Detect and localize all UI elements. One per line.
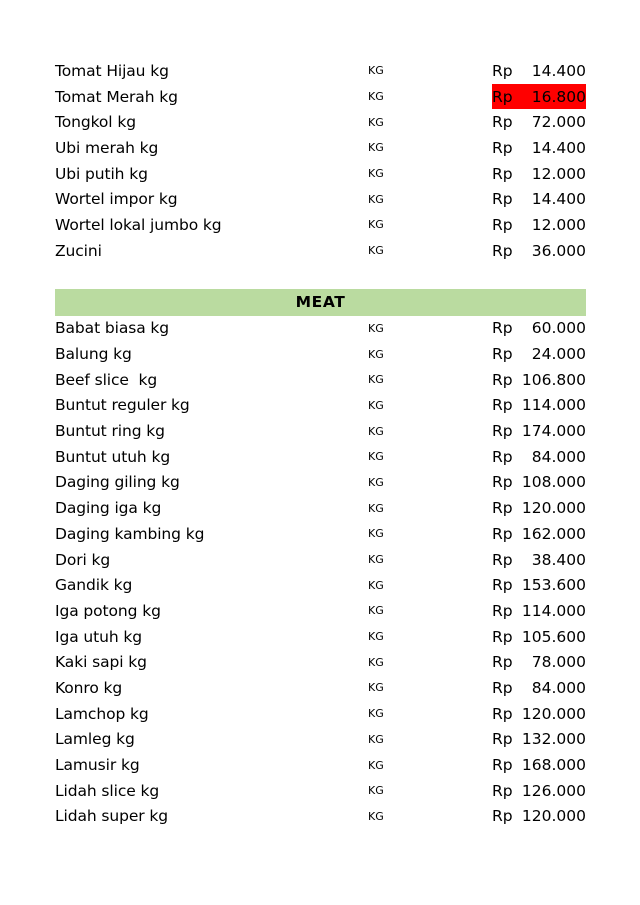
currency-label: Rp (492, 704, 513, 723)
item-price: 24.000 (531, 345, 586, 364)
price-row (55, 58, 586, 84)
section-header-row (55, 289, 586, 316)
item-unit: KG (368, 424, 384, 438)
item-unit: KG (368, 141, 384, 155)
item-name: Iga potong kg (55, 601, 161, 620)
item-price: 126.000 (521, 781, 586, 800)
currency-label: Rp (492, 601, 513, 620)
item-price: 14.400 (531, 190, 586, 209)
item-price: 14.400 (531, 138, 586, 157)
item-unit: KG (368, 321, 384, 335)
item-name: Iga utuh kg (55, 627, 143, 646)
item-name: Tomat Hijau kg (55, 61, 169, 80)
currency-label: Rp (492, 576, 513, 595)
item-price: 120.000 (521, 704, 586, 723)
price-row (55, 624, 586, 650)
price-row (55, 341, 586, 367)
price-row (55, 547, 586, 573)
item-name: Ubi putih kg (55, 164, 148, 183)
item-unit: KG (368, 450, 384, 464)
price-row (55, 727, 586, 753)
item-name: Wortel impor kg (55, 190, 178, 209)
item-name: Ubi merah kg (55, 138, 159, 157)
item-unit: KG (368, 347, 384, 361)
item-unit: KG (368, 398, 384, 412)
item-name: Babat biasa kg (55, 319, 170, 338)
item-name: Gandik kg (55, 576, 133, 595)
currency-label: Rp (492, 756, 513, 775)
price-row (55, 316, 586, 342)
item-price: 108.000 (521, 473, 586, 492)
price-row (55, 778, 586, 804)
item-name: Balung kg (55, 345, 132, 364)
item-unit: KG (368, 475, 384, 489)
price-row (55, 649, 586, 675)
item-name: Dori kg (55, 550, 111, 569)
currency-label: Rp (492, 653, 513, 672)
currency-label: Rp (492, 473, 513, 492)
item-name: Zucini (55, 241, 102, 260)
item-unit: KG (368, 373, 384, 387)
price-row (55, 186, 586, 212)
item-name: Buntut reguler kg (55, 396, 190, 415)
price-row (55, 109, 586, 135)
price-row (55, 598, 586, 624)
item-price: 168.000 (521, 756, 586, 775)
item-price: 105.600 (521, 627, 586, 646)
item-price: 174.000 (521, 422, 586, 441)
item-price: 132.000 (521, 730, 586, 749)
spacer-row (55, 264, 586, 289)
item-name: Tomat Merah kg (55, 87, 178, 106)
item-unit: KG (368, 630, 384, 644)
price-row (55, 701, 586, 727)
price-row (55, 675, 586, 701)
item-price: 12.000 (531, 215, 586, 234)
price-row (55, 752, 586, 778)
currency-label: Rp (492, 61, 513, 80)
currency-label: Rp (492, 730, 513, 749)
item-unit: KG (368, 732, 384, 746)
item-price: 14.400 (531, 61, 586, 80)
item-name: Kaki sapi kg (55, 653, 147, 672)
price-row (55, 470, 586, 496)
price-row (55, 418, 586, 444)
item-name: Daging iga kg (55, 499, 162, 518)
item-price: 162.000 (521, 524, 586, 543)
item-name: Lidah super kg (55, 807, 169, 826)
item-price: 84.000 (531, 447, 586, 466)
currency-label: Rp (492, 422, 513, 441)
price-row (55, 444, 586, 470)
item-name: Buntut utuh kg (55, 447, 171, 466)
price-row (55, 572, 586, 598)
item-name: Beef slice kg (55, 370, 158, 389)
currency-label: Rp (492, 138, 513, 157)
currency-label: Rp (492, 678, 513, 697)
item-price: 153.600 (521, 576, 586, 595)
price-list-table (55, 58, 586, 829)
price-row (55, 495, 586, 521)
currency-label: Rp (492, 627, 513, 646)
item-price: 36.000 (531, 241, 586, 260)
price-row (55, 212, 586, 238)
item-name: Konro kg (55, 678, 123, 697)
item-unit: KG (368, 604, 384, 618)
currency-label: Rp (492, 447, 513, 466)
item-name: Buntut ring kg (55, 422, 165, 441)
section-header-label: MEAT (55, 289, 586, 316)
item-price: 72.000 (531, 113, 586, 132)
currency-label: Rp (492, 319, 513, 338)
price-row (55, 84, 586, 110)
currency-label: Rp (492, 396, 513, 415)
item-price: 60.000 (531, 319, 586, 338)
item-name: Tongkol kg (55, 113, 136, 132)
item-unit: KG (368, 758, 384, 772)
item-unit: KG (368, 784, 384, 798)
item-unit: KG (368, 553, 384, 567)
price-row (55, 521, 586, 547)
item-price: 114.000 (521, 396, 586, 415)
item-unit: KG (368, 192, 384, 206)
item-name: Lamchop kg (55, 704, 149, 723)
currency-label: Rp (492, 781, 513, 800)
item-price: 106.800 (521, 370, 586, 389)
price-list-body (55, 58, 586, 829)
currency-label: Rp (492, 807, 513, 826)
item-unit: KG (368, 501, 384, 515)
item-unit: KG (368, 218, 384, 232)
item-unit: KG (368, 707, 384, 721)
price-row (55, 393, 586, 419)
item-unit: KG (368, 655, 384, 669)
item-unit: KG (368, 809, 384, 823)
spacer-cell (55, 264, 586, 289)
item-price: 78.000 (531, 653, 586, 672)
item-price: 12.000 (531, 164, 586, 183)
price-row (55, 367, 586, 393)
item-name: Daging giling kg (55, 473, 180, 492)
item-price: 38.400 (531, 550, 586, 569)
item-unit: KG (368, 115, 384, 129)
currency-label: Rp (492, 550, 513, 569)
item-name: Wortel lokal jumbo kg (55, 215, 222, 234)
price-row (55, 238, 586, 264)
item-unit: KG (368, 681, 384, 695)
currency-label: Rp (492, 190, 513, 209)
item-price: 16.800 (520, 84, 586, 110)
item-name: Daging kambing kg (55, 524, 205, 543)
currency-label: Rp (492, 84, 520, 110)
item-name: Lidah slice kg (55, 781, 160, 800)
item-unit: KG (368, 64, 384, 78)
item-unit: KG (368, 578, 384, 592)
item-unit: KG (368, 244, 384, 258)
currency-label: Rp (492, 215, 513, 234)
currency-label: Rp (492, 499, 513, 518)
currency-label: Rp (492, 524, 513, 543)
currency-label: Rp (492, 164, 513, 183)
item-unit: KG (368, 167, 384, 181)
currency-label: Rp (492, 113, 513, 132)
item-unit: KG (368, 527, 384, 541)
currency-label: Rp (492, 370, 513, 389)
item-price: 84.000 (531, 678, 586, 697)
currency-label: Rp (492, 241, 513, 260)
currency-label: Rp (492, 345, 513, 364)
item-price: 114.000 (521, 601, 586, 620)
item-name: Lamleg kg (55, 730, 135, 749)
item-price: 120.000 (521, 807, 586, 826)
item-name: Lamusir kg (55, 756, 140, 775)
price-row (55, 161, 586, 187)
price-row (55, 135, 586, 161)
item-unit: KG (368, 90, 384, 104)
item-price: 120.000 (521, 499, 586, 518)
price-row (55, 804, 586, 830)
